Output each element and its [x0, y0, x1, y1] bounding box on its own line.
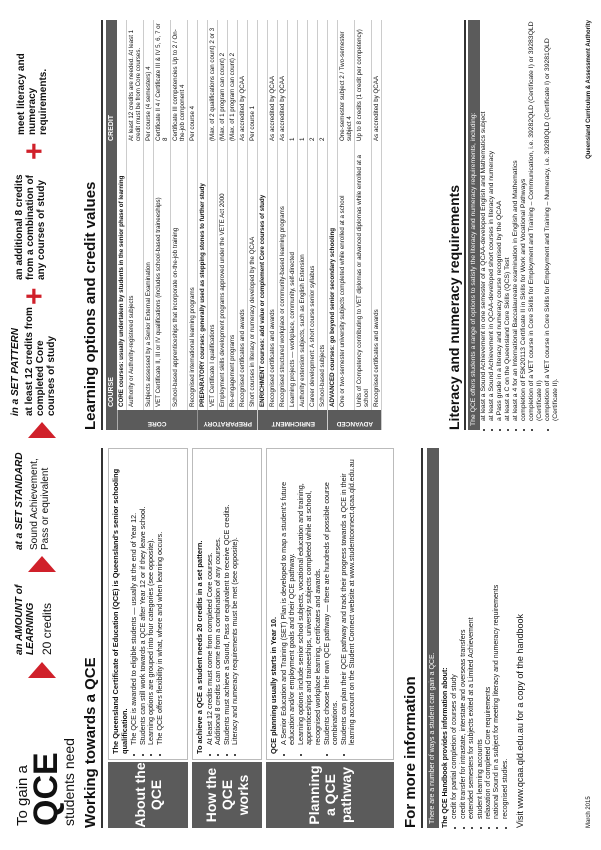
table-header — [106, 20, 117, 430]
header-qce: QCE — [27, 752, 65, 826]
list-item: • completion of FSK20113 Certificate II in Skills for Work and Vocational Pathways — [520, 20, 528, 421]
more-list — [451, 448, 510, 828]
lit-intro: The QCE offers students a range of options to satisfy the literacy and numeracy requirements, including: — [468, 20, 480, 430]
footer-date: March 2015 — [586, 796, 592, 828]
table-row: Re-engagement programs (Max. of 1 program can count) 2 — [228, 20, 238, 430]
core-tab: CORE — [117, 410, 198, 430]
list-item: • A Senior Education and Training (SET) Plan is developed to map a student's future education and/or employment goals and their QCE pathway. — [280, 454, 297, 745]
list-item: • at least a C on the Queensland Core Skills (QCS) Test — [504, 20, 512, 421]
planning-box — [266, 448, 394, 760]
table-row: Recognised certificates and awards As accredited by QCAA — [238, 20, 248, 430]
table-row: School-based subjects 2 — [318, 20, 328, 430]
list-item: • The QCE is awarded to eligible students — usually at the end of Year 12. — [130, 454, 139, 745]
lit-box — [468, 20, 560, 430]
more-hb-title: The QCE Handbook provides information about: — [442, 667, 449, 828]
table-row: School-based apprenticeships that incorporate on-the-job training Certificate III competencies Up to 2 / On-the-job component 4 — [171, 20, 188, 430]
header-col3: in a SET PATTERN at least 12 credits from completed Core courses of study — [10, 307, 57, 416]
more-heading: For more information — [402, 676, 419, 828]
header-col1: an AMOUNT of LEARNING 20 credits — [14, 584, 54, 655]
table-row — [117, 20, 127, 430]
header-col4: an additional 8 credits from a combination of any courses of study — [14, 174, 47, 280]
list-item: • at least a Sound Achievement in QCAA-developed short courses in literacy and numeracy — [488, 20, 496, 421]
core-title: CORE courses: usually undertaken by students in the senior phase of learning — [117, 20, 127, 410]
lit-heading-rule — [464, 20, 466, 430]
list-item: • at least a 4 for an International Baccalaureate examination in English and Mathematics — [512, 20, 520, 421]
list-item: • Students can plan their QCE pathway and track their progress towards a QCE in their learning account on the Student Connect website at www.studentconnect.qcaa.qld.edu.au — [340, 454, 357, 745]
header-col2: at a SET STANDARD Sound Achievement, Pass or equivalent — [14, 452, 51, 550]
table-row: Units of Competency contributing to VET diplomas or advanced diplomas while enrolled at a school Up to 8 credits (1 credit per competency) — [355, 20, 372, 430]
table-row: Recognised certificates and awards As accredited by QCAA — [372, 20, 382, 430]
more-intro: There are a number of ways a student can gain a QCE. — [427, 448, 439, 828]
credit-table-grid — [106, 20, 382, 430]
footer-org: Queensland Curriculum & Assessment Authority — [586, 20, 592, 159]
list-item: • completion of a VET course in Core Skills for Employment and Training – Communication, i.e. 39282QLD (Certificate I) or 39283QLD (Certificate II) — [528, 20, 544, 421]
works-box — [192, 448, 262, 760]
lit-heading: Literacy and numeracy requirements — [446, 184, 462, 430]
table-row: Career development: A short course senior syllabus 2 — [308, 20, 318, 430]
about-list — [130, 454, 164, 754]
table-row: Recognised international learning programs Per course 4 — [188, 20, 198, 430]
list-item: • Learning options include senior school subjects, vocational education and training, apprenticeships and traineeships, university subjects completed while at school, recognised workplace learning, certificates and awards. — [297, 454, 323, 745]
list-item: • extended semesters for subjects exited at a Limited Achievement — [468, 448, 476, 819]
table-row — [328, 20, 338, 430]
table-row: Short courses in literacy or numeracy developed by the QCAA Per course 1 — [248, 20, 258, 430]
table-row: Recognised certificates and awards As accredited by QCAA — [268, 20, 278, 430]
enr-tab: ENRICHMENT — [258, 410, 328, 430]
adv-title: ADVANCED courses: go beyond senior secondary schooling — [328, 20, 338, 410]
header-line3: students need — [61, 738, 77, 826]
works-list — [206, 454, 240, 754]
planning-title: QCE planning usually starts in Year 10. — [269, 616, 278, 754]
planning-list — [280, 454, 357, 754]
list-item: • recognised studies. — [502, 448, 510, 819]
more-heading-rule — [421, 448, 423, 828]
list-item: • The QCE offers flexibility in what, where and when learning occurs. — [156, 454, 165, 745]
table-row: Recognised structured workplace or community-based learning programs As accredited by QCAA — [278, 20, 288, 430]
works-tab: How the QCE works — [192, 762, 262, 828]
about-tab: About the QCE — [108, 762, 188, 828]
arrow-icon — [28, 422, 56, 438]
list-item: • student learning accounts — [477, 448, 485, 819]
list-item: • at least a Sound Achievement in one semester of a QCAA-developed English and Mathematics subject — [480, 20, 488, 421]
list-item: • relaxation of completed Core requirements — [485, 448, 493, 819]
header-line1: To gain a — [14, 765, 31, 826]
table-row: Subjects assessed by a Senior External Examination Per course (4 semesters) 4 — [144, 20, 154, 430]
arrow-icon — [28, 556, 56, 572]
th-course: COURSE — [106, 144, 117, 410]
prep-title: PREPARATORY courses: generally used as stepping stones to further study — [198, 20, 208, 410]
works-title: To achieve a QCE a student needs 20 credits in a set pattern. — [195, 540, 204, 754]
lit-list — [480, 20, 560, 430]
plus-icon: + — [18, 142, 51, 160]
table-row: Employment skills development programs approved under the VETE Act 2000 (Max. of 1 program can count) 2 — [218, 20, 228, 430]
table-row: VET Certificate I qualifications (Max. of 2 qualifications can count) 2 or 3 — [208, 20, 218, 430]
table-row — [258, 20, 268, 430]
header-title — [14, 676, 77, 826]
more-box — [442, 448, 525, 828]
right-heading: Learning options and credit values — [82, 181, 99, 430]
table-row — [198, 20, 208, 430]
table-row: Learning projects — workplace, community, self-directed 1 — [288, 20, 298, 430]
list-item: • a Pass grade in a literacy and numeracy course recognised by the QCAA — [496, 20, 504, 421]
plus-icon: + — [18, 287, 51, 305]
planning-tab: Planning a QCE pathway — [266, 762, 394, 828]
header-col5: meet literacy and numeracy requirements. — [16, 53, 49, 135]
about-title: The Queensland Certificate of Education (QCE) is Queensland's senior schooling qualification. — [111, 468, 129, 754]
list-item: • Students can still work towards a QCE after Year 12 or if they leave school. — [139, 454, 148, 745]
list-item: • Literacy and numeracy requirements must be met (see opposite). — [231, 454, 240, 745]
list-item: • Additional 8 credits can come from a combination of any courses. — [214, 454, 223, 745]
table-row: One or two-semester university subjects completed while enrolled at a school One-semester subject 2 / Two-semester subject 4 — [338, 20, 355, 430]
more-visit: Visit www.qcaa.qld.edu.au for a copy of the handbook — [515, 614, 526, 828]
list-item: • Learning options are grouped into four categories (see opposite). — [147, 454, 156, 745]
credit-table — [106, 20, 382, 430]
left-heading-rule — [101, 448, 103, 828]
prep-tab: PREPARATORY — [198, 410, 258, 430]
th-credit: CREDIT — [106, 20, 117, 144]
adv-tab: ADVANCED — [328, 410, 382, 430]
enr-title: ENRICHMENT courses: add value or complement Core courses of study — [258, 20, 268, 410]
table-row: Authority extension subjects, such as English Extension 1 — [298, 20, 308, 430]
list-item: • credit for partial completion of courses of study — [451, 448, 459, 819]
arrow-icon — [28, 662, 56, 678]
list-item: • Students must achieve a Sound, Pass or equivalent to receive QCE credits. — [223, 454, 232, 745]
list-item: • Students choose their own QCE pathway — there are hundreds of possible course combinations. — [323, 454, 340, 745]
list-item: • completion of a VET course in Core Skills for Employment and Training – Numeracy, i.e. 39280QLD (Certificate I) or 39281QLD (Certificate II). — [544, 20, 560, 421]
list-item: • credit transfer for intrastate, interstate and overseas transfers — [460, 448, 468, 819]
list-item: • national Sound in a subject for meeting literacy and numeracy requirements — [493, 448, 501, 819]
table-row: Authority or Authority-registered subjects At least 12 credits are needed. At least 1 credit must be from Core courses. — [127, 20, 144, 430]
about-box — [108, 448, 188, 760]
table-row: VET Certificate II, III or IV qualifications (includes school-based traineeships) Certificate II 4 / Certificate III & IV 5, 6, 7 or 8 — [154, 20, 171, 430]
right-heading-rule — [101, 20, 103, 430]
list-item: • At least 12 credits must come from completed Core courses. — [206, 454, 215, 745]
left-heading: Working towards a QCE — [82, 657, 99, 828]
